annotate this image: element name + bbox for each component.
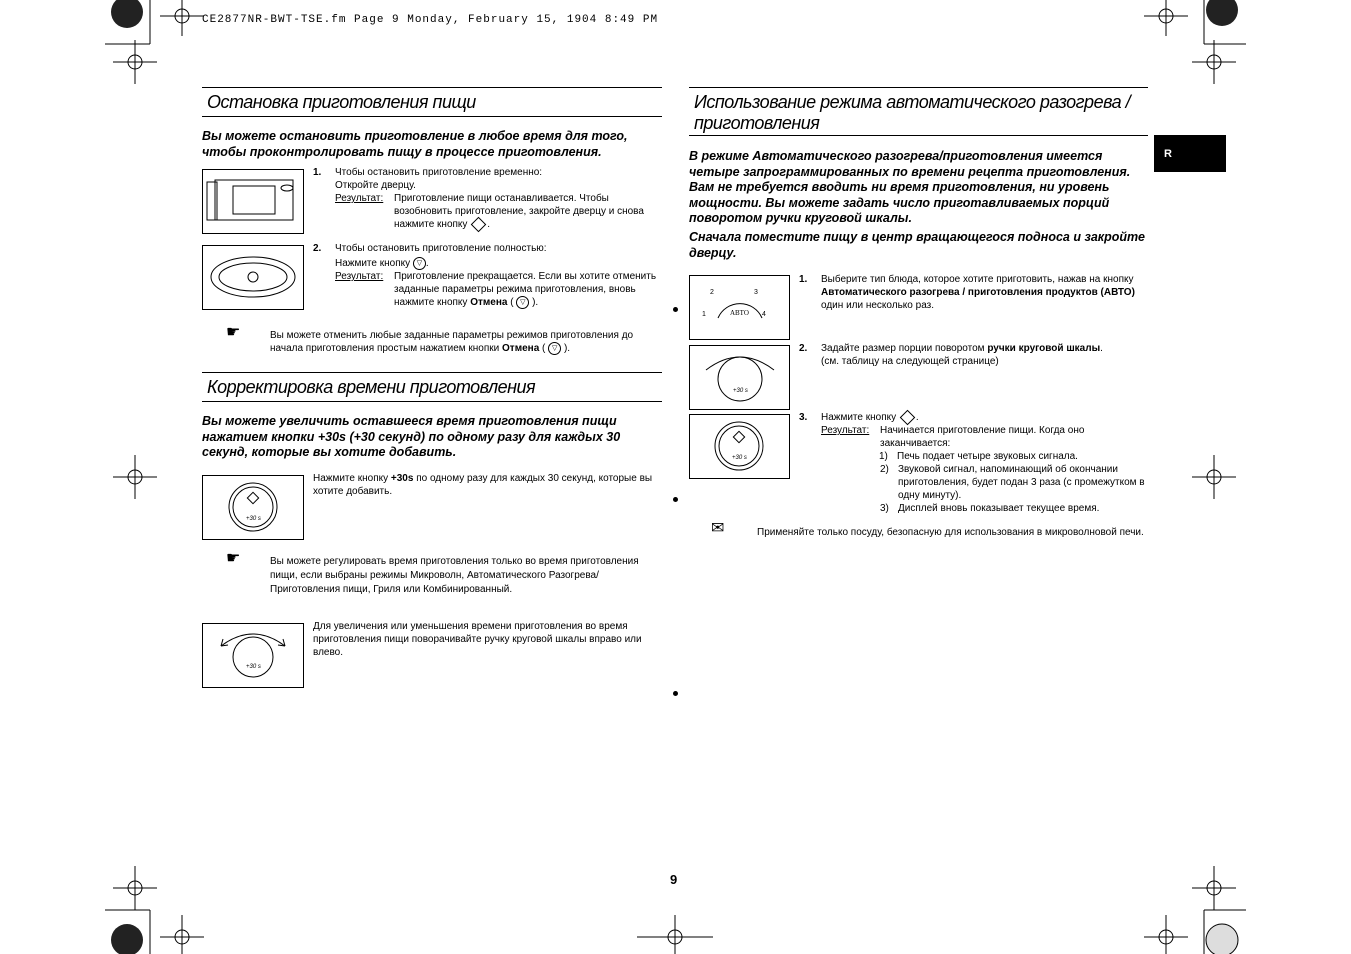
stop-icon: ▽: [548, 342, 561, 355]
svg-text:+30 s: +30 s: [246, 516, 261, 522]
svg-text:1: 1: [702, 311, 706, 318]
stop-button-illustration: [202, 245, 304, 310]
step-2: Чтобы остановить приготовление полностью: Нажмите кнопку ▽ . Результат: Приготовление прекращается. Если вы хотите отменить заданные параметры режима приготовления, вновь нажмите кнопку Отмена ( ▽ ).: [335, 243, 657, 309]
section-title-stop: Остановка приготовления пищи: [202, 87, 662, 117]
registration-mark: [160, 0, 204, 36]
step-number: 2.: [313, 243, 322, 254]
plus30-button-illustration: [202, 475, 304, 540]
envelope-note-icon: ✉: [711, 520, 725, 537]
svg-text:3: 3: [754, 289, 758, 296]
step-number: 1.: [799, 274, 808, 285]
section-intro: Вы можете увеличить оставшееся время приготовления пищи нажатием кнопки +30s (+30 секунд) по одному разу для каждых 30 секунд, которые вы хотите добавить.: [202, 414, 621, 459]
pointing-hand-icon: ☛: [226, 550, 241, 567]
note: Вы можете отменить любые заданные параметры режимов приготовления до начала приготовления простым нажатием кнопки Отмена ( ▽ ).: [270, 330, 634, 355]
note: Применяйте только посуду, безопасную для использования в микроволновой печи.: [757, 527, 1144, 538]
binding-dot: [673, 307, 678, 312]
file-header: CE2877NR-BWT-TSE.fm Page 9 Monday, February 15, 1904 8:49 PM: [202, 14, 659, 26]
start-icon: [471, 217, 487, 233]
step-number: 1.: [313, 167, 322, 178]
svg-text:+30 s: +30 s: [246, 664, 261, 670]
oven-open-illustration: [202, 169, 304, 234]
auto-label: АВТО: [730, 309, 749, 317]
auto-step-2: Задайте размер порции поворотом ручки круговой шкалы. (см. таблицу на следующей странице): [821, 343, 1103, 367]
svg-text:4: 4: [762, 311, 766, 318]
start-button-illustration: [689, 414, 790, 479]
divider: [689, 135, 1148, 136]
svg-text:2: 2: [710, 289, 714, 296]
section-intro-2: Сначала поместите пищу в центр вращающегося подноса и закройте дверцу.: [689, 230, 1145, 260]
page-number: 9: [670, 872, 678, 887]
stop-icon: ▽: [413, 257, 426, 270]
svg-text:+30 s: +30 s: [733, 388, 748, 394]
start-icon: [900, 410, 916, 426]
pointing-hand-icon: ☛: [226, 324, 241, 341]
note: Вы можете регулировать время приготовления только во время приготовления пищи, если выбраны режимы Микроволн, Автоматического Разогрева/ Приготовления пищи, Гриля или Комбинированный.: [270, 556, 639, 595]
svg-text:+30 s: +30 s: [732, 455, 747, 461]
section-title-adjust-time: Корректировка времени приготовления: [202, 372, 662, 402]
step-number: 3.: [799, 412, 808, 423]
section-intro: Вы можете остановить приготовление в любое время для того, чтобы проконтролировать пищу в процессе приготовления.: [202, 129, 628, 159]
step-1: Чтобы остановить приготовление временно: Откройте дверцу. Результат: Приготовление пищи останавливается. Чтобы возобновить приготовление, закройте дверцу и снова нажмите кнопку .: [335, 166, 660, 231]
auto-dial-illustration: [689, 275, 790, 340]
binding-dot: [673, 497, 678, 502]
section-title-auto: Использование режима автоматического разогрева / приготовления: [689, 87, 1148, 134]
dial-instruction: Для увеличения или уменьшения времени приготовления во время приготовления пищи поворачивайте ручку круговой шкалы вправо или влево.: [313, 621, 642, 658]
auto-step-3: Нажмите кнопку . Результат: Начинается приготовление пищи. Когда оно заканчивается: 1) Печь подает четыре звуковых сигнала. 2) Звуковой сигнал, напоминающий об окончании приготовления, будет подан 3 раза (с промежутком в одну минуту). 3) Дисплей вновь показывает текущее время.: [821, 411, 1151, 515]
dial-illustration: [689, 345, 790, 410]
section-intro: В режиме Автоматического разогрева/приготовления имеется четыре запрограммированных по времени рецепта приготовления. Вам не требуется вводить ни время приготовления, ни уровень мощности. Вы можете задать число приготавливаемых порций поворотом ручки круговой шкалы.: [689, 149, 1131, 225]
step-number: 2.: [799, 343, 808, 354]
plus30-instruction: Нажмите кнопку +30s по одному разу для каждых 30 секунд, которые вы хотите добавить.: [313, 473, 653, 497]
binding-dot: [673, 691, 678, 696]
language-tab: R: [1154, 135, 1226, 172]
auto-step-1: Выберите тип блюда, которое хотите приготовить, нажав на кнопку Автоматического разогрева / приготовления продуктов (АВТО) один или несколько раз.: [821, 274, 1135, 311]
stop-icon: ▽: [516, 296, 529, 309]
dial-illustration: [202, 623, 304, 688]
